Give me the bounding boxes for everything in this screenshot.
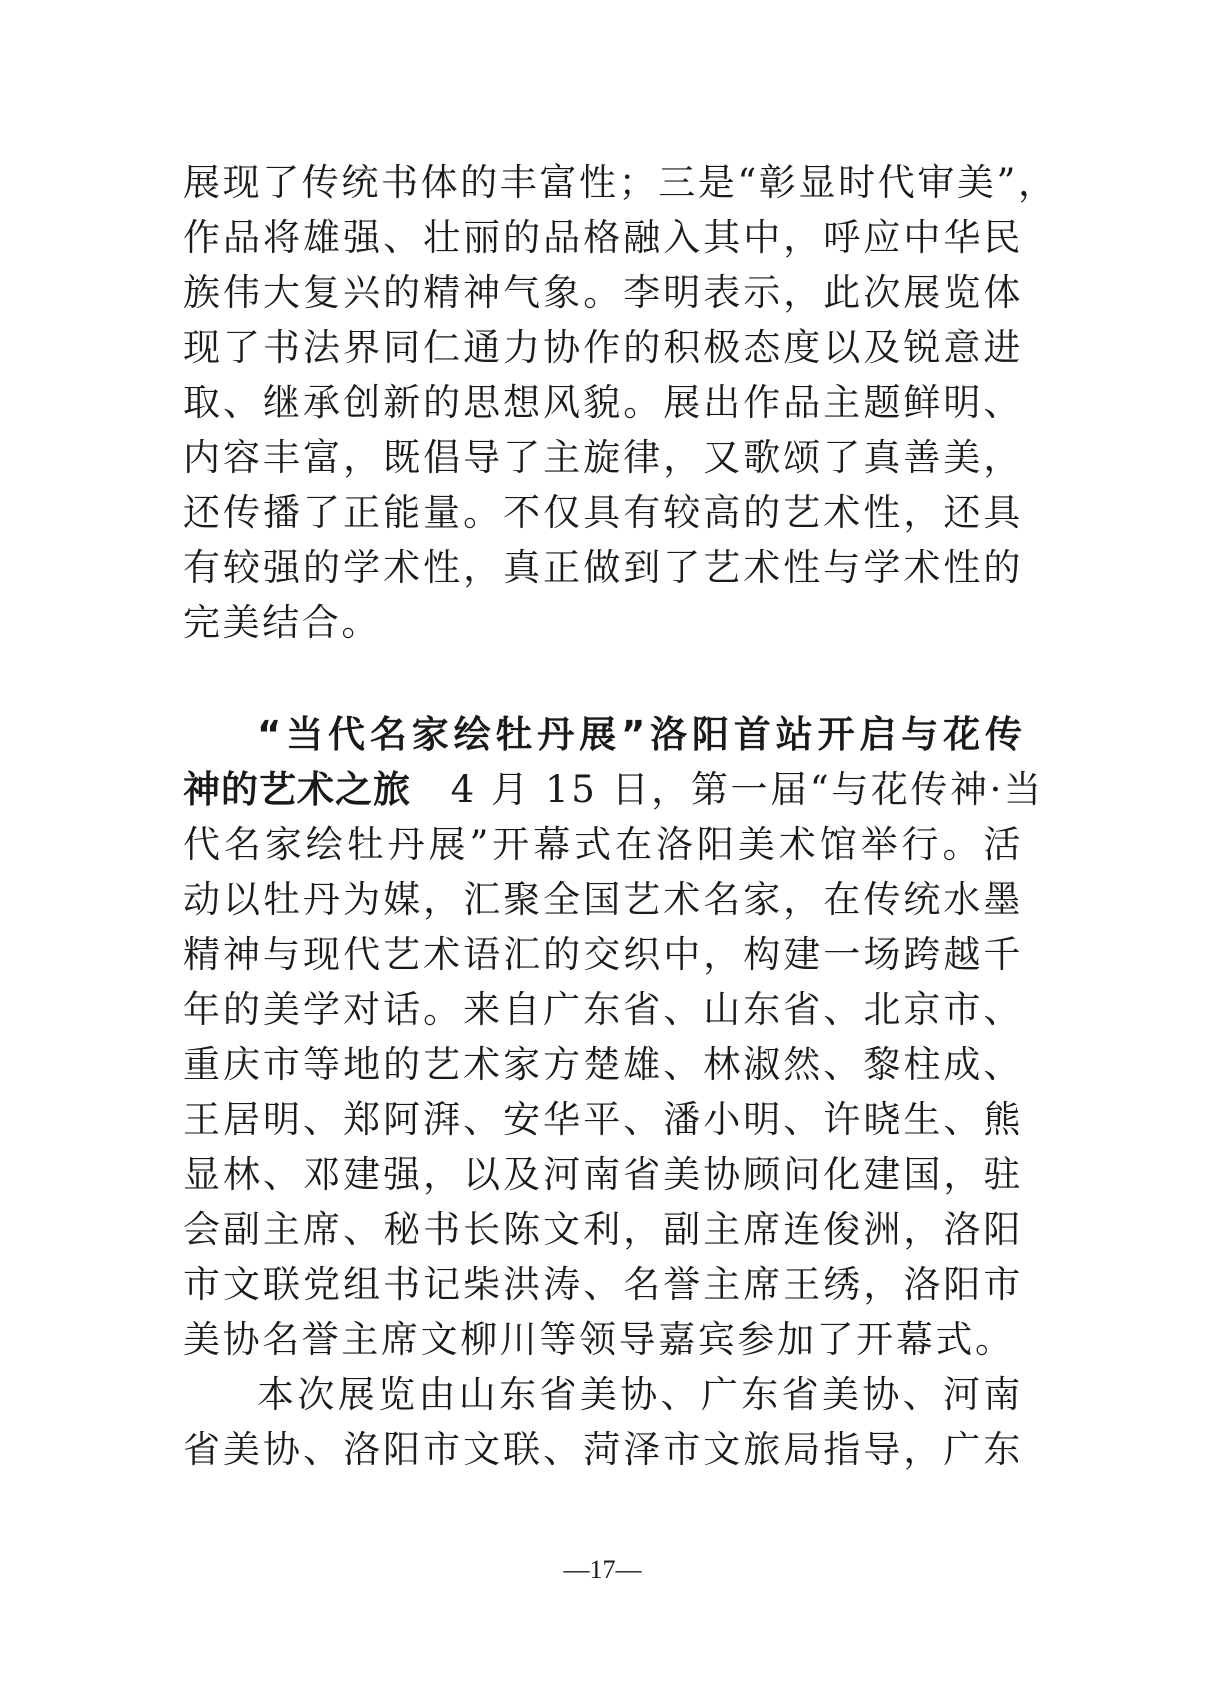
- text-line: 王居明、郑阿湃、安华平、潘小明、许晓生、熊: [183, 1098, 1023, 1141]
- text-line: 展现了传统书体的丰富性；三是“彰显时代审美”，: [183, 161, 1058, 204]
- text-line: 代名家绘牡丹展”开幕式在洛阳美术馆举行。活: [183, 823, 1023, 866]
- text-line: 现了书法界同仁通力协作的积极态度以及锐意进: [183, 326, 1023, 369]
- text-line: 本次展览由山东省美协、广东省美协、河南: [257, 1373, 1023, 1416]
- text-line: 精神与现代艺术语汇的交织中，构建一场跨越千: [183, 933, 1023, 976]
- text-line: 市文联党组书记柴洪涛、名誉主席王绣，洛阳市: [183, 1263, 1023, 1306]
- text-line-with-heading: [183, 763, 1044, 817]
- section-heading: “当代名家绘牡丹展”洛阳首站开启与花传: [257, 713, 1023, 756]
- text-line: 美协名誉主席文柳川等领导嘉宾参加了开幕式。: [183, 1318, 1015, 1361]
- section-heading-continuation: 神的艺术之旅: [183, 768, 411, 811]
- text-line: 显林、邓建强，以及河南省美协顾问化建国，驻: [183, 1153, 1023, 1196]
- text-line: 省美协、洛阳市文联、菏泽市文旅局指导，广东: [183, 1428, 1023, 1471]
- text-line: 有较强的学术性，真正做到了艺术性与学术性的: [183, 546, 1023, 589]
- text-line: 取、继承创新的思想风貌。展出作品主题鲜明、: [183, 381, 1023, 424]
- page-number: —17—: [563, 1555, 642, 1584]
- text-line: 内容丰富，既倡导了主旋律，又歌颂了真善美，: [183, 436, 1023, 479]
- text-line: 还传播了正能量。不仅具有较高的艺术性，还具: [183, 491, 1023, 534]
- text-line: 会副主席、秘书长陈文利，副主席连俊洲，洛阳: [183, 1208, 1023, 1251]
- text-line: 年的美学对话。来自广东省、山东省、北京市、: [183, 988, 1023, 1031]
- text-span: 4 月 15 日，第一届“与花传神·当: [411, 768, 1044, 811]
- text-line: 族伟大复兴的精神气象。李明表示，此次展览体: [183, 271, 1023, 314]
- text-line: 作品将雄强、壮丽的品格融入其中，呼应中华民: [183, 216, 1023, 259]
- text-line: 完美结合。: [183, 601, 381, 644]
- text-line: 重庆市等地的艺术家方楚雄、林淑然、黎柱成、: [183, 1043, 1023, 1086]
- text-line: 动以牡丹为媒，汇聚全国艺术名家，在传统水墨: [183, 878, 1023, 921]
